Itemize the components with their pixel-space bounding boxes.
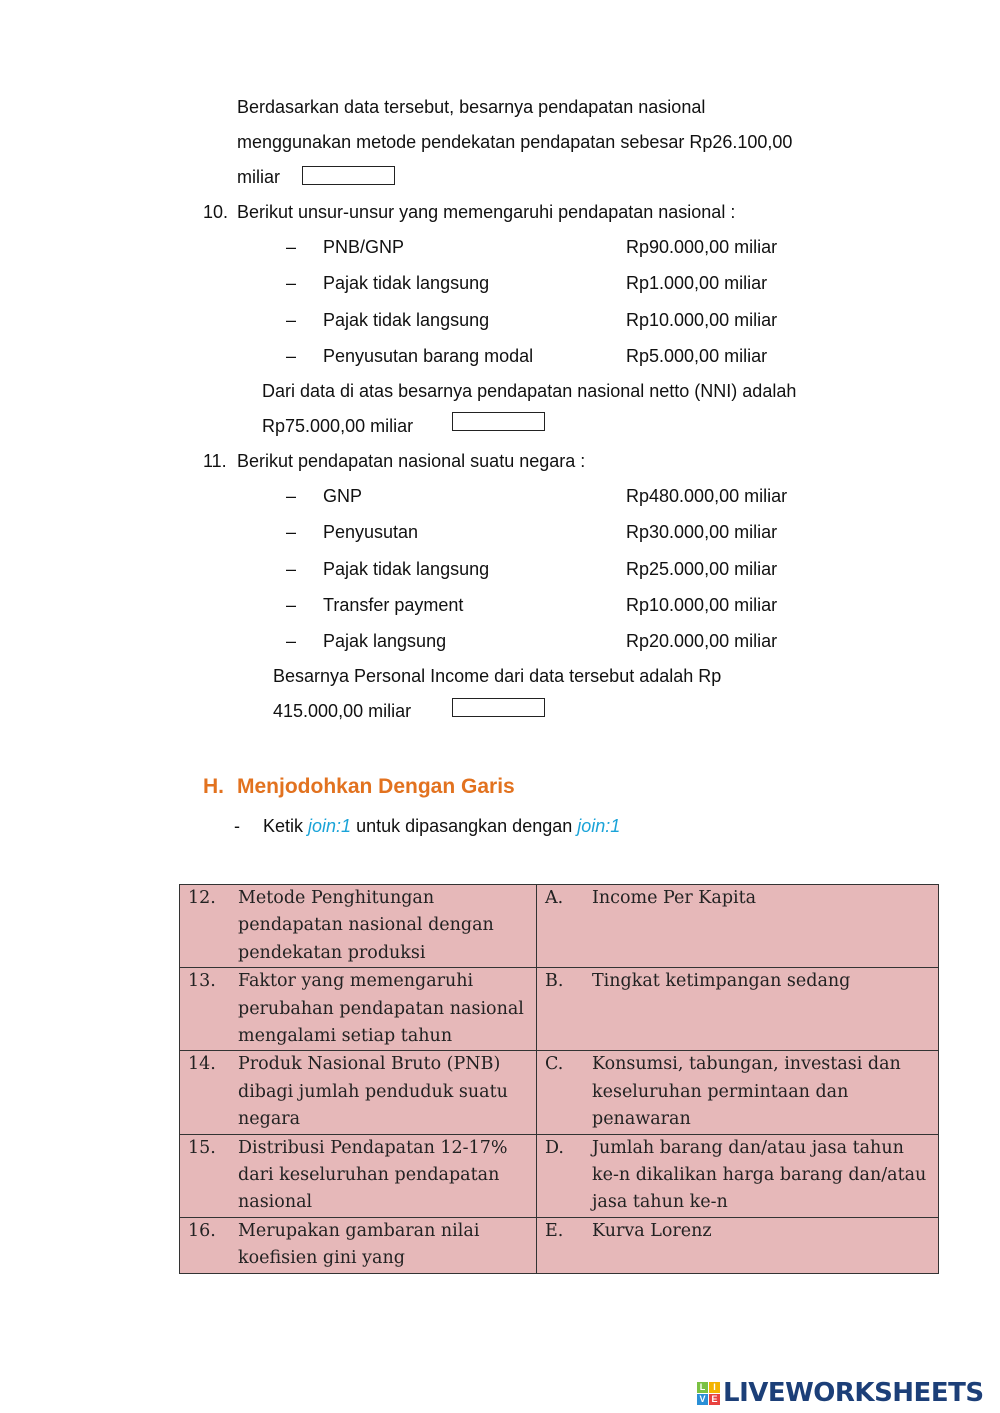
question-number: 12. xyxy=(188,888,216,908)
q11-answer-box[interactable] xyxy=(452,698,545,717)
question-text: Faktor yang memengaruhi perubahan pendapatan nasional mengalami setiap tahun xyxy=(238,971,524,1047)
answer-cell[interactable] xyxy=(537,1217,939,1273)
q10-text-line1: Dari data di atas besarnya pendapatan nasional netto (NNI) adalah xyxy=(262,381,797,401)
item-label: PNB/GNP xyxy=(323,237,405,257)
answer-letter: A. xyxy=(545,888,564,908)
item-value: Rp10.000,00 miliar xyxy=(626,309,778,330)
item-value: Rp480.000,00 miliar xyxy=(626,486,788,506)
question-cell[interactable] xyxy=(180,1051,537,1134)
question-text: Metode Penghitungan pendapatan nasional dengan pendekatan produksi xyxy=(238,888,494,963)
q9-text-line3: miliar xyxy=(237,167,280,187)
logo-tile: E xyxy=(709,1394,720,1405)
dash-bullet: – xyxy=(286,486,297,506)
item-value: Rp5.000,00 miliar xyxy=(626,345,768,366)
answer-text: Tingkat ketimpangan sedang xyxy=(592,971,851,992)
q9-answer-box[interactable] xyxy=(302,166,395,185)
question-text: Merupakan gambaran nilai koefisien gini yang xyxy=(238,1220,480,1269)
logo-tile: V xyxy=(697,1394,708,1405)
item-value: Rp20.000,00 miliar xyxy=(626,631,778,652)
instruction-text-b: untuk dipasangkan dengan xyxy=(351,816,578,836)
answer-text: Konsumsi, tabungan, investasi dan keseluruhan permintaan dan penawaran xyxy=(592,1054,901,1130)
item-label: Transfer payment xyxy=(323,594,464,615)
dash-bullet: – xyxy=(286,345,297,366)
dash-bullet: – xyxy=(286,558,297,579)
q10-number: 10. xyxy=(203,202,229,222)
answer-cell[interactable] xyxy=(537,885,939,968)
question-cell[interactable] xyxy=(180,968,537,1051)
item-label: Pajak tidak langsung xyxy=(323,558,490,579)
item-label: Penyusutan xyxy=(323,522,419,543)
q9-text-line1: Berdasarkan data tersebut, besarnya pendapatan nasional xyxy=(237,97,706,117)
question-cell[interactable] xyxy=(180,1217,537,1273)
answer-text: Kurva Lorenz xyxy=(592,1220,712,1241)
q9-text-line2: menggunakan metode pendekatan pendapatan sebesar Rp26.100,00 xyxy=(237,132,793,152)
q11-text-line1: Besarnya Personal Income dari data tersebut adalah Rp xyxy=(273,666,722,686)
instruction-bullet: - xyxy=(234,816,240,836)
table-row xyxy=(180,885,939,968)
dash-bullet: – xyxy=(286,309,297,330)
section-h-title: Menjodohkan Dengan Garis xyxy=(237,775,515,798)
answer-letter: C. xyxy=(545,1054,564,1075)
item-value: Rp10.000,00 miliar xyxy=(626,594,778,615)
logo-text: LIVEWORKSHEETS xyxy=(723,1378,984,1408)
question-text: Distribusi Pendapatan 12-17% dari keseluruhan pendapatan nasional xyxy=(238,1137,508,1213)
join-code-1: join:1 xyxy=(308,816,352,836)
logo-tiles-icon xyxy=(697,1382,720,1405)
dash-bullet: – xyxy=(286,631,297,652)
answer-text: Income Per Kapita xyxy=(592,888,757,908)
item-label: Pajak tidak langsung xyxy=(323,273,490,294)
answer-letter: B. xyxy=(545,971,564,992)
dash-bullet: – xyxy=(286,237,297,257)
item-label: Pajak langsung xyxy=(323,631,447,652)
item-value: Rp90.000,00 miliar xyxy=(626,237,778,257)
logo-tile: L xyxy=(697,1382,708,1393)
table-row xyxy=(180,1217,939,1273)
item-value: Rp1.000,00 miliar xyxy=(626,273,768,294)
q11-text-line2: 415.000,00 miliar xyxy=(273,701,412,721)
question-number: 16. xyxy=(188,1220,216,1241)
answer-cell[interactable] xyxy=(537,968,939,1051)
q11-number: 11. xyxy=(203,451,227,471)
item-label: Pajak tidak langsung xyxy=(323,309,490,330)
answer-cell[interactable] xyxy=(537,1134,939,1217)
question-cell[interactable] xyxy=(180,885,537,968)
item-label: GNP xyxy=(323,486,363,506)
dash-bullet: – xyxy=(286,522,297,543)
question-cell[interactable] xyxy=(180,1134,537,1217)
logo-tile: I xyxy=(709,1382,720,1393)
answer-text: Jumlah barang dan/atau jasa tahun ke-n dikalikan harga barang dan/atau jasa tahun ke-n xyxy=(592,1137,927,1213)
item-label: Penyusutan barang modal xyxy=(323,345,534,366)
section-h-letter: H. xyxy=(203,775,224,798)
matching-table xyxy=(179,884,939,1274)
q10-title: Berikut unsur-unsur yang memengaruhi pendapatan nasional : xyxy=(237,202,736,222)
question-number: 14. xyxy=(188,1054,216,1075)
join-code-2: join:1 xyxy=(577,816,621,836)
question-number: 15. xyxy=(188,1137,216,1158)
answer-letter: E. xyxy=(545,1220,564,1241)
liveworksheets-logo xyxy=(697,1378,984,1408)
q10-text-line2: Rp75.000,00 miliar xyxy=(262,416,414,436)
item-value: Rp25.000,00 miliar xyxy=(626,558,778,579)
answer-letter: D. xyxy=(545,1137,564,1158)
question-number: 13. xyxy=(188,971,216,992)
q11-title: Berikut pendapatan nasional suatu negara : xyxy=(237,451,586,471)
answer-cell[interactable] xyxy=(537,1051,939,1134)
dash-bullet: – xyxy=(286,273,297,294)
instruction-text-a: Ketik xyxy=(263,816,309,836)
dash-bullet: – xyxy=(286,594,297,615)
question-text: Produk Nasional Bruto (PNB) dibagi jumlah penduduk suatu negara xyxy=(238,1054,508,1130)
table-row xyxy=(180,1051,939,1134)
table-row xyxy=(180,968,939,1051)
q10-answer-box[interactable] xyxy=(452,412,545,431)
item-value: Rp30.000,00 miliar xyxy=(626,522,778,543)
instruction xyxy=(263,815,620,837)
table-row xyxy=(180,1134,939,1217)
